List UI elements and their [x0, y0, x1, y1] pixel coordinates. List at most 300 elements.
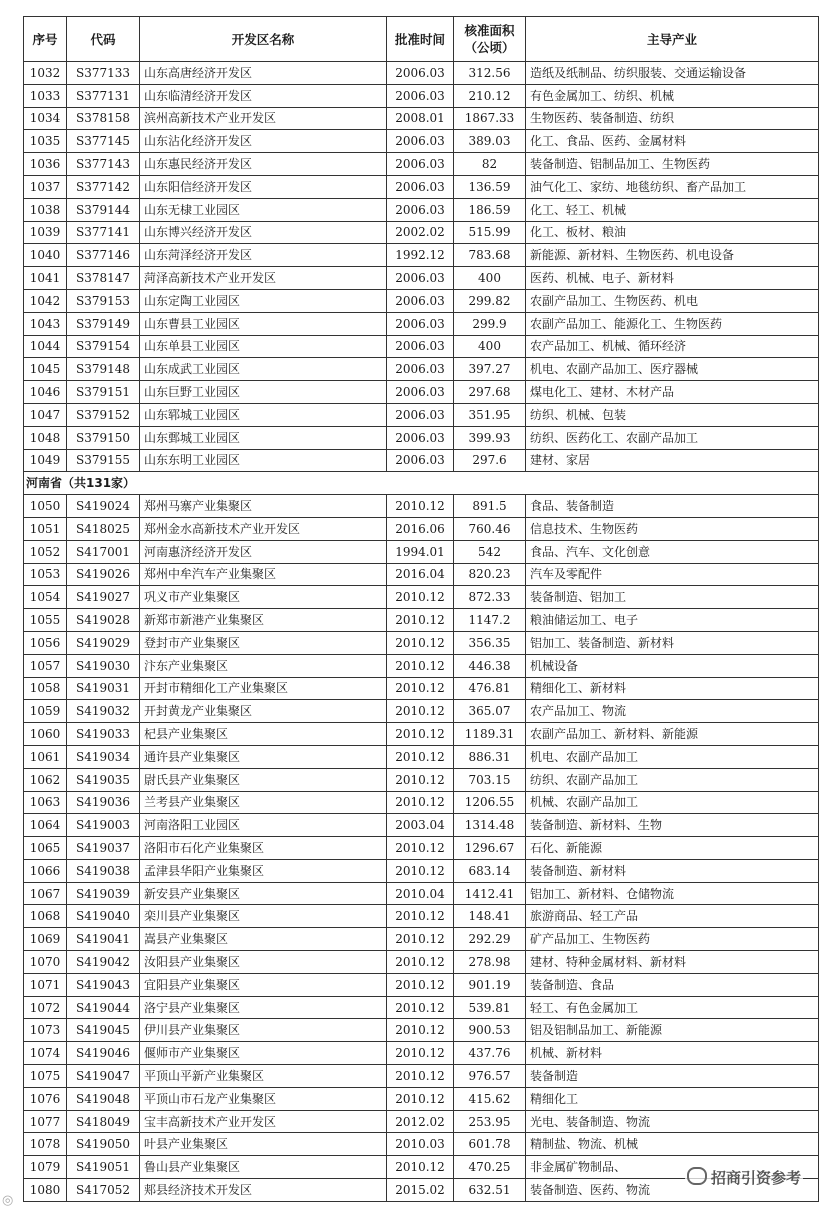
cell-area: 400 — [454, 267, 526, 290]
table-row — [24, 928, 819, 951]
cell-name: 山东定陶工业园区 — [140, 289, 387, 312]
cell-name: 登封市产业集聚区 — [140, 631, 387, 654]
cell-industry: 煤电化工、建材、木材产品 — [526, 381, 819, 404]
cell-seq: 1033 — [24, 84, 67, 107]
cell-date: 2008.01 — [387, 107, 454, 130]
cell-date: 2006.03 — [387, 358, 454, 381]
cell-industry: 铝加工、新材料、仓储物流 — [526, 882, 819, 905]
cell-date: 2010.12 — [387, 996, 454, 1019]
cell-date: 2006.03 — [387, 335, 454, 358]
cell-area: 351.95 — [454, 403, 526, 426]
cell-area: 400 — [454, 335, 526, 358]
cell-industry: 光电、装备制造、物流 — [526, 1110, 819, 1133]
cell-seq: 1079 — [24, 1156, 67, 1179]
header-seq: 序号 — [24, 17, 67, 62]
cell-date: 2010.12 — [387, 1042, 454, 1065]
cell-industry: 机电、农副产品加工、医疗器械 — [526, 358, 819, 381]
cell-code: S419026 — [67, 563, 140, 586]
cell-code: S419035 — [67, 768, 140, 791]
cell-code: S377141 — [67, 221, 140, 244]
cell-seq: 1059 — [24, 700, 67, 723]
cell-area: 297.6 — [454, 449, 526, 472]
header-code: 代码 — [67, 17, 140, 62]
cell-code: S379153 — [67, 289, 140, 312]
cell-industry: 生物医药、装备制造、纺织 — [526, 107, 819, 130]
cell-seq: 1078 — [24, 1133, 67, 1156]
cell-name: 山东高唐经济开发区 — [140, 62, 387, 85]
cell-date: 2006.03 — [387, 312, 454, 335]
cell-code: S378147 — [67, 267, 140, 290]
cell-area: 253.95 — [454, 1110, 526, 1133]
cell-area: 539.81 — [454, 996, 526, 1019]
cell-industry: 农产品加工、物流 — [526, 700, 819, 723]
cell-name: 巩义市产业集聚区 — [140, 586, 387, 609]
cell-date: 2006.03 — [387, 198, 454, 221]
cell-date: 2002.02 — [387, 221, 454, 244]
cell-industry: 装备制造、铝加工 — [526, 586, 819, 609]
cell-date: 2006.03 — [387, 130, 454, 153]
cell-seq: 1055 — [24, 609, 67, 632]
cell-code: S419032 — [67, 700, 140, 723]
cell-date: 1994.01 — [387, 540, 454, 563]
cell-seq: 1076 — [24, 1087, 67, 1110]
cell-code: S379148 — [67, 358, 140, 381]
cell-area: 515.99 — [454, 221, 526, 244]
cell-code: S419047 — [67, 1065, 140, 1088]
cell-code: S419024 — [67, 495, 140, 518]
cell-area: 365.07 — [454, 700, 526, 723]
table-row — [24, 244, 819, 267]
cell-name: 嵩县产业集聚区 — [140, 928, 387, 951]
cell-industry: 机械、新材料 — [526, 1042, 819, 1065]
cell-seq: 1062 — [24, 768, 67, 791]
watermark — [685, 1167, 803, 1188]
province-label: 河南省（共131家） — [24, 472, 819, 495]
cell-area: 900.53 — [454, 1019, 526, 1042]
cell-name: 山东惠民经济开发区 — [140, 153, 387, 176]
table-row — [24, 1133, 819, 1156]
cell-date: 2010.12 — [387, 859, 454, 882]
table-row — [24, 677, 819, 700]
cell-industry: 农副产品加工、生物医药、机电 — [526, 289, 819, 312]
cell-code: S379149 — [67, 312, 140, 335]
cell-date: 2010.12 — [387, 1065, 454, 1088]
cell-seq: 1067 — [24, 882, 67, 905]
cell-seq: 1038 — [24, 198, 67, 221]
cell-seq: 1048 — [24, 426, 67, 449]
cell-date: 2010.12 — [387, 495, 454, 518]
table-row — [24, 449, 819, 472]
cell-name: 山东临清经济开发区 — [140, 84, 387, 107]
cell-area: 278.98 — [454, 951, 526, 974]
cell-area: 148.41 — [454, 905, 526, 928]
cell-name: 山东博兴经济开发区 — [140, 221, 387, 244]
table-row — [24, 84, 819, 107]
cell-seq: 1071 — [24, 973, 67, 996]
table-row — [24, 859, 819, 882]
cell-seq: 1054 — [24, 586, 67, 609]
cell-industry: 铝及铝制品加工、新能源 — [526, 1019, 819, 1042]
cell-industry: 机电、农副产品加工 — [526, 745, 819, 768]
cell-date: 2010.12 — [387, 1156, 454, 1179]
cell-industry: 旅游商品、轻工产品 — [526, 905, 819, 928]
table-row — [24, 381, 819, 404]
cell-area: 312.56 — [454, 62, 526, 85]
cell-code: S419048 — [67, 1087, 140, 1110]
cell-industry: 有色金属加工、纺织、机械 — [526, 84, 819, 107]
cell-date: 2010.12 — [387, 973, 454, 996]
cell-name: 山东菏泽经济开发区 — [140, 244, 387, 267]
cell-seq: 1046 — [24, 381, 67, 404]
cell-code: S419029 — [67, 631, 140, 654]
cell-date: 2010.12 — [387, 928, 454, 951]
cell-name: 鲁山县产业集聚区 — [140, 1156, 387, 1179]
table-row — [24, 289, 819, 312]
cell-area: 901.19 — [454, 973, 526, 996]
cell-code: S419003 — [67, 814, 140, 837]
cell-name: 平顶山市石龙产业集聚区 — [140, 1087, 387, 1110]
header-name: 开发区名称 — [140, 17, 387, 62]
cell-industry: 装备制造、铝制品加工、生物医药 — [526, 153, 819, 176]
table-row — [24, 221, 819, 244]
table-row — [24, 517, 819, 540]
cell-area: 299.82 — [454, 289, 526, 312]
table-row — [24, 540, 819, 563]
cell-name: 尉氏县产业集聚区 — [140, 768, 387, 791]
cell-name: 河南惠济经济开发区 — [140, 540, 387, 563]
cell-area: 470.25 — [454, 1156, 526, 1179]
table-row — [24, 358, 819, 381]
cell-seq: 1052 — [24, 540, 67, 563]
table-row — [24, 107, 819, 130]
cell-code: S419051 — [67, 1156, 140, 1179]
cell-industry: 纺织、机械、包装 — [526, 403, 819, 426]
table-row — [24, 700, 819, 723]
cell-seq: 1037 — [24, 175, 67, 198]
cell-date: 2010.12 — [387, 631, 454, 654]
cell-date: 2006.03 — [387, 175, 454, 198]
cell-seq: 1074 — [24, 1042, 67, 1065]
cell-area: 1412.41 — [454, 882, 526, 905]
table-row — [24, 1019, 819, 1042]
table-row — [24, 631, 819, 654]
cell-name: 山东无棣工业园区 — [140, 198, 387, 221]
cell-seq: 1058 — [24, 677, 67, 700]
cell-industry: 装备制造、医药、物流 — [526, 1179, 819, 1202]
cell-name: 宜阳县产业集聚区 — [140, 973, 387, 996]
cell-industry: 非金属矿物制品、 — [526, 1156, 819, 1179]
cell-date: 2006.03 — [387, 289, 454, 312]
cell-industry: 装备制造、新材料、生物 — [526, 814, 819, 837]
cell-area: 760.46 — [454, 517, 526, 540]
cell-seq: 1077 — [24, 1110, 67, 1133]
cell-industry: 食品、汽车、文化创意 — [526, 540, 819, 563]
cell-name: 河南洛阳工业园区 — [140, 814, 387, 837]
cell-date: 2010.04 — [387, 882, 454, 905]
cell-area: 82 — [454, 153, 526, 176]
table-row — [24, 563, 819, 586]
cell-date: 2010.12 — [387, 723, 454, 746]
cell-code: S419050 — [67, 1133, 140, 1156]
table-row — [24, 654, 819, 677]
cell-date: 2012.02 — [387, 1110, 454, 1133]
cell-industry: 建材、特种金属材料、新材料 — [526, 951, 819, 974]
cell-seq: 1051 — [24, 517, 67, 540]
cell-area: 210.12 — [454, 84, 526, 107]
cell-date: 2006.03 — [387, 381, 454, 404]
cell-name: 栾川县产业集聚区 — [140, 905, 387, 928]
cell-area: 1189.31 — [454, 723, 526, 746]
cell-seq: 1041 — [24, 267, 67, 290]
cell-industry: 装备制造、食品 — [526, 973, 819, 996]
cell-industry: 机械设备 — [526, 654, 819, 677]
cell-seq: 1066 — [24, 859, 67, 882]
table-row — [24, 791, 819, 814]
cell-name: 菏泽高新技术产业开发区 — [140, 267, 387, 290]
cell-date: 2010.12 — [387, 837, 454, 860]
cell-name: 偃师市产业集聚区 — [140, 1042, 387, 1065]
cell-date: 2010.12 — [387, 951, 454, 974]
cell-industry: 轻工、有色金属加工 — [526, 996, 819, 1019]
cell-name: 山东巨野工业园区 — [140, 381, 387, 404]
table-row — [24, 768, 819, 791]
cell-name: 洛宁县产业集聚区 — [140, 996, 387, 1019]
cell-seq: 1080 — [24, 1179, 67, 1202]
cell-date: 1992.12 — [387, 244, 454, 267]
cell-area: 886.31 — [454, 745, 526, 768]
cell-name: 郑州金水高新技术产业开发区 — [140, 517, 387, 540]
cell-code: S419041 — [67, 928, 140, 951]
cell-code: S417052 — [67, 1179, 140, 1202]
cell-date: 2010.12 — [387, 745, 454, 768]
table-row — [24, 996, 819, 1019]
table-row — [24, 814, 819, 837]
development-zone-table — [23, 16, 819, 1202]
cell-industry: 食品、装备制造 — [526, 495, 819, 518]
cell-name: 开封市精细化工产业集聚区 — [140, 677, 387, 700]
header-industry: 主导产业 — [526, 17, 819, 62]
cell-industry: 纺织、农副产品加工 — [526, 768, 819, 791]
cell-area: 389.03 — [454, 130, 526, 153]
cell-industry: 石化、新能源 — [526, 837, 819, 860]
cell-seq: 1034 — [24, 107, 67, 130]
cell-area: 872.33 — [454, 586, 526, 609]
cell-name: 山东阳信经济开发区 — [140, 175, 387, 198]
cell-name: 山东东明工业园区 — [140, 449, 387, 472]
cell-industry: 粮油储运加工、电子 — [526, 609, 819, 632]
cell-name: 汝阳县产业集聚区 — [140, 951, 387, 974]
cell-date: 2006.03 — [387, 84, 454, 107]
cell-date: 2006.03 — [387, 62, 454, 85]
table-header — [24, 17, 819, 62]
cell-industry: 化工、食品、医药、金属材料 — [526, 130, 819, 153]
cell-code: S418025 — [67, 517, 140, 540]
cell-name: 汴东产业集聚区 — [140, 654, 387, 677]
cell-name: 杞县产业集聚区 — [140, 723, 387, 746]
cell-name: 孟津县华阳产业集聚区 — [140, 859, 387, 882]
cell-code: S377146 — [67, 244, 140, 267]
cell-date: 2010.12 — [387, 1019, 454, 1042]
cell-date: 2010.12 — [387, 791, 454, 814]
table-row — [24, 198, 819, 221]
cell-code: S419039 — [67, 882, 140, 905]
table-row — [24, 62, 819, 85]
cell-industry: 化工、轻工、机械 — [526, 198, 819, 221]
table-row — [24, 951, 819, 974]
cell-area: 1296.67 — [454, 837, 526, 860]
cell-area: 976.57 — [454, 1065, 526, 1088]
cell-area: 437.76 — [454, 1042, 526, 1065]
cell-date: 2010.12 — [387, 905, 454, 928]
table-row — [24, 837, 819, 860]
cell-name: 山东曹县工业园区 — [140, 312, 387, 335]
cell-code: S377142 — [67, 175, 140, 198]
cell-date: 2006.03 — [387, 426, 454, 449]
cell-date: 2015.02 — [387, 1179, 454, 1202]
cell-area: 397.27 — [454, 358, 526, 381]
table-row — [24, 609, 819, 632]
table-row — [24, 175, 819, 198]
cell-name: 山东郓城工业园区 — [140, 403, 387, 426]
cell-name: 通许县产业集聚区 — [140, 745, 387, 768]
cell-name: 滨州高新技术产业开发区 — [140, 107, 387, 130]
cell-seq: 1064 — [24, 814, 67, 837]
cell-date: 2006.03 — [387, 153, 454, 176]
header-area-line2: （公顷） — [464, 40, 515, 55]
cell-code: S419044 — [67, 996, 140, 1019]
cell-seq: 1075 — [24, 1065, 67, 1088]
cell-name: 郑州马寨产业集聚区 — [140, 495, 387, 518]
cell-date: 2006.03 — [387, 449, 454, 472]
header-area-line1: 核准面积 — [464, 23, 515, 38]
cell-code: S419045 — [67, 1019, 140, 1042]
cell-code: S379144 — [67, 198, 140, 221]
cell-area: 186.59 — [454, 198, 526, 221]
cell-seq: 1056 — [24, 631, 67, 654]
table-row — [24, 153, 819, 176]
cell-code: S419033 — [67, 723, 140, 746]
cell-name: 新郑市新港产业集聚区 — [140, 609, 387, 632]
cell-seq: 1061 — [24, 745, 67, 768]
cell-seq: 1065 — [24, 837, 67, 860]
cell-area: 632.51 — [454, 1179, 526, 1202]
table-body — [24, 62, 819, 1202]
cell-seq: 1047 — [24, 403, 67, 426]
cell-area: 891.5 — [454, 495, 526, 518]
table-row — [24, 745, 819, 768]
cell-code: S377133 — [67, 62, 140, 85]
table-row — [24, 586, 819, 609]
cell-name: 山东单县工业园区 — [140, 335, 387, 358]
cell-date: 2010.03 — [387, 1133, 454, 1156]
watermark-text: 招商引资参考 — [710, 1169, 801, 1187]
cell-date: 2010.12 — [387, 609, 454, 632]
cell-seq: 1053 — [24, 563, 67, 586]
cell-area: 601.78 — [454, 1133, 526, 1156]
cell-area: 415.62 — [454, 1087, 526, 1110]
table-row — [24, 426, 819, 449]
cell-area: 703.15 — [454, 768, 526, 791]
cell-code: S419037 — [67, 837, 140, 860]
cell-code: S418049 — [67, 1110, 140, 1133]
cell-industry: 新能源、新材料、生物医药、机电设备 — [526, 244, 819, 267]
cell-seq: 1043 — [24, 312, 67, 335]
cell-code: S419038 — [67, 859, 140, 882]
cell-code: S419027 — [67, 586, 140, 609]
cell-industry: 精细化工 — [526, 1087, 819, 1110]
cell-industry: 纺织、医药化工、农副产品加工 — [526, 426, 819, 449]
cell-seq: 1060 — [24, 723, 67, 746]
cell-code: S379154 — [67, 335, 140, 358]
cell-area: 356.35 — [454, 631, 526, 654]
cell-industry: 装备制造、新材料 — [526, 859, 819, 882]
cell-date: 2016.04 — [387, 563, 454, 586]
cell-code: S419040 — [67, 905, 140, 928]
cell-date: 2010.12 — [387, 677, 454, 700]
cell-seq: 1049 — [24, 449, 67, 472]
cell-date: 2016.06 — [387, 517, 454, 540]
cell-industry: 建材、家居 — [526, 449, 819, 472]
cell-name: 叶县产业集聚区 — [140, 1133, 387, 1156]
cell-seq: 1042 — [24, 289, 67, 312]
cell-code: S419028 — [67, 609, 140, 632]
table-row — [24, 495, 819, 518]
cell-seq: 1069 — [24, 928, 67, 951]
cell-area: 399.93 — [454, 426, 526, 449]
table-row — [24, 973, 819, 996]
cell-area: 476.81 — [454, 677, 526, 700]
cell-seq: 1073 — [24, 1019, 67, 1042]
cell-area: 1314.48 — [454, 814, 526, 837]
table-row — [24, 905, 819, 928]
cell-industry: 矿产品加工、生物医药 — [526, 928, 819, 951]
table-row — [24, 267, 819, 290]
cell-name: 郑州中牟汽车产业集聚区 — [140, 563, 387, 586]
cell-date: 2010.12 — [387, 768, 454, 791]
cell-area: 136.59 — [454, 175, 526, 198]
cell-industry: 农产品加工、机械、循环经济 — [526, 335, 819, 358]
province-row — [24, 472, 819, 495]
table-row — [24, 403, 819, 426]
cell-area: 542 — [454, 540, 526, 563]
cell-name: 洛阳市石化产业集聚区 — [140, 837, 387, 860]
page-content — [23, 16, 818, 1202]
cell-code: S377143 — [67, 153, 140, 176]
cell-seq: 1050 — [24, 495, 67, 518]
cell-seq: 1044 — [24, 335, 67, 358]
cell-code: S419042 — [67, 951, 140, 974]
cell-date: 2003.04 — [387, 814, 454, 837]
table-row — [24, 723, 819, 746]
cell-industry: 汽车及零配件 — [526, 563, 819, 586]
cell-date: 2010.12 — [387, 1087, 454, 1110]
cell-industry: 信息技术、生物医药 — [526, 517, 819, 540]
cell-area: 820.23 — [454, 563, 526, 586]
cell-name: 新安县产业集聚区 — [140, 882, 387, 905]
cell-industry: 精细化工、新材料 — [526, 677, 819, 700]
cell-seq: 1040 — [24, 244, 67, 267]
cell-seq: 1057 — [24, 654, 67, 677]
cell-seq: 1039 — [24, 221, 67, 244]
cell-date: 2006.03 — [387, 403, 454, 426]
cell-name: 郏县经济技术开发区 — [140, 1179, 387, 1202]
table-row — [24, 130, 819, 153]
cell-area: 683.14 — [454, 859, 526, 882]
cell-area: 446.38 — [454, 654, 526, 677]
wechat-icon — [687, 1167, 707, 1185]
cell-date: 2010.12 — [387, 586, 454, 609]
cell-date: 2010.12 — [387, 654, 454, 677]
